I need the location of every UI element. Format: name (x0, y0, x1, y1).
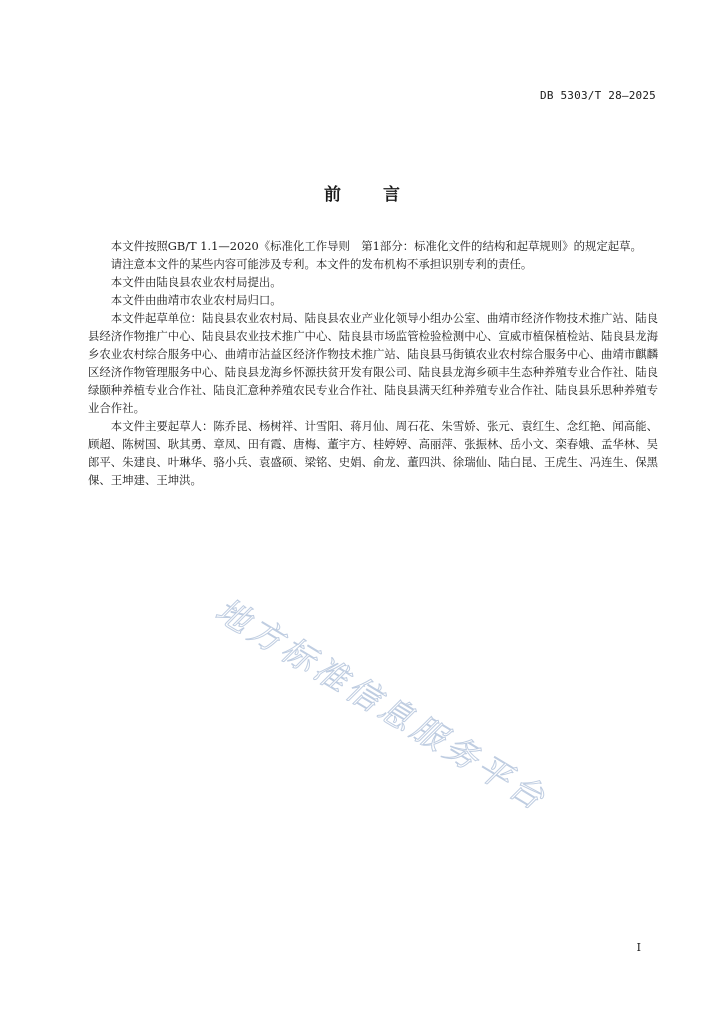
paragraph-drafting-rules: 本文件按照GB/T 1.1—2020《标准化工作导则 第1部分：标准化文件的结构和起草规则》的规定起草。 (110, 239, 642, 253)
title-char-first: 前 (324, 185, 341, 205)
paragraph-proposer: 本文件由陆良县农业农村局提出。 (110, 275, 282, 289)
page-number: I (636, 941, 641, 954)
title-char-second: 言 (383, 185, 400, 205)
foreword-body (88, 237, 658, 489)
paragraph-drafters: 本文件主要起草人：陈乔昆、杨树祥、计雪阳、蒋月仙、周石花、朱雪娇、张元、袁红生、念红艳、闻高能、顾超、陈树国、耿其勇、章凤、田有霞、唐梅、董宇方、桂婷婷、高丽萍、张振林、岳小文、栾春娥、孟华林、吴郎平、朱建良、叶琳华、骆小兵、袁盛硕、梁铭、史娟、俞龙、董四洪、徐瑞仙、陆白昆、王虎生、冯连生、保黑倮、王坤建、王坤洪。 (88, 419, 658, 487)
document-code: DB 5303/T 28—2025 (540, 89, 656, 102)
paragraph-patent-notice: 请注意本文件的某些内容可能涉及专利。本文件的发布机构不承担识别专利的责任。 (110, 257, 533, 271)
watermark: 地方标准信息服务平台 (209, 590, 555, 820)
paragraph-drafting-units: 本文件起草单位：陆良县农业农村局、陆良县农业产业化领导小组办公室、曲靖市经济作物技术推广站、陆良县经济作物推广中心、陆良县农业技术推广中心、陆良县市场监管检验检测中心、宣威市植保植检站、陆良县龙海乡农业农村综合服务中心、曲靖市沾益区经济作物技术推广站、陆良县马街镇农业农村综合服务中心、曲靖市麒麟区经济作物管理服务中心、陆良县龙海乡怀源扶贫开发有限公司、陆良县龙海乡硕丰生态种养殖专业合作社、陆良绿颐种养植专业合作社、陆良汇意种养殖农民专业合作社、陆良县满天红种养殖专业合作社、陆良县乐思种养殖专业合作社。 (88, 311, 658, 415)
paragraph-administrator: 本文件由曲靖市农业农村局归口。 (110, 293, 282, 307)
page-title (0, 180, 724, 205)
